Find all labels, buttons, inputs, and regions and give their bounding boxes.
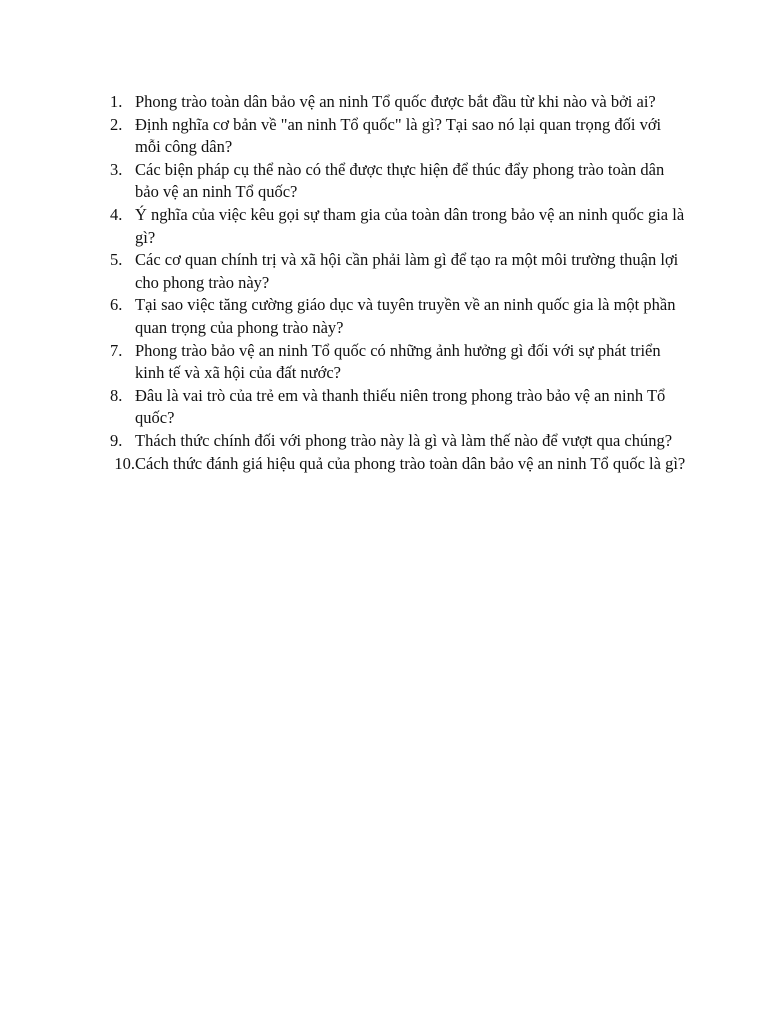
question-number: 8. [110, 385, 123, 405]
question-item [100, 385, 690, 430]
question-number: 2. [110, 114, 123, 134]
question-text: Phong trào bảo vệ an ninh Tổ quốc có những ảnh hưởng gì đối với sự phát triển kinh tế và xã hội của đất nước? [135, 340, 661, 383]
question-text: Thách thức chính đối với phong trào này là gì và làm thế nào để vượt qua chúng? [135, 430, 673, 450]
question-item [100, 159, 690, 204]
question-text: Đâu là vai trò của trẻ em và thanh thiếu niên trong phong trào bảo vệ an ninh Tổ quốc? [135, 385, 666, 428]
question-number: 10. [114, 453, 135, 473]
question-number: 1. [110, 92, 123, 111]
question-number: 3. [110, 159, 123, 179]
question-text: Tại sao việc tăng cường giáo dục và tuyên truyền về an ninh quốc gia là một phần quan trọng của phong trào này? [135, 295, 676, 337]
question-text: Ý nghĩa của việc kêu gọi sự tham gia của toàn dân trong bảo vệ an ninh quốc gia là gì? [135, 204, 685, 247]
question-text: Các biện pháp cụ thể nào có thể được thực hiện để thúc đẩy phong trào toàn dân bảo vệ an ninh Tổ quốc? [135, 159, 665, 202]
question-item [100, 453, 690, 476]
question-item [100, 430, 690, 453]
question-item [100, 294, 690, 339]
question-text: Phong trào toàn dân bảo vệ an ninh Tổ quốc được bắt đầu từ khi nào và bởi ai? [135, 92, 656, 111]
question-number: 7. [110, 340, 123, 360]
question-number: 6. [110, 295, 123, 315]
question-item [100, 91, 690, 114]
question-list [100, 91, 690, 475]
question-text: Các cơ quan chính trị và xã hội cần phải làm gì để tạo ra một môi trường thuận lợi cho phong trào này? [135, 250, 679, 292]
question-number: 5. [110, 250, 123, 270]
question-text: Cách thức đánh giá hiệu quả của phong trào toàn dân bảo vệ an ninh Tổ quốc là gì? [135, 453, 686, 473]
question-item [100, 114, 690, 159]
question-item [100, 204, 690, 249]
question-number: 9. [110, 430, 123, 450]
question-item [100, 340, 690, 385]
question-text: Định nghĩa cơ bản về "an ninh Tổ quốc" là gì? Tại sao nó lại quan trọng đối với mỗi công dân? [135, 114, 662, 157]
question-item [100, 249, 690, 294]
question-number: 4. [110, 204, 123, 224]
